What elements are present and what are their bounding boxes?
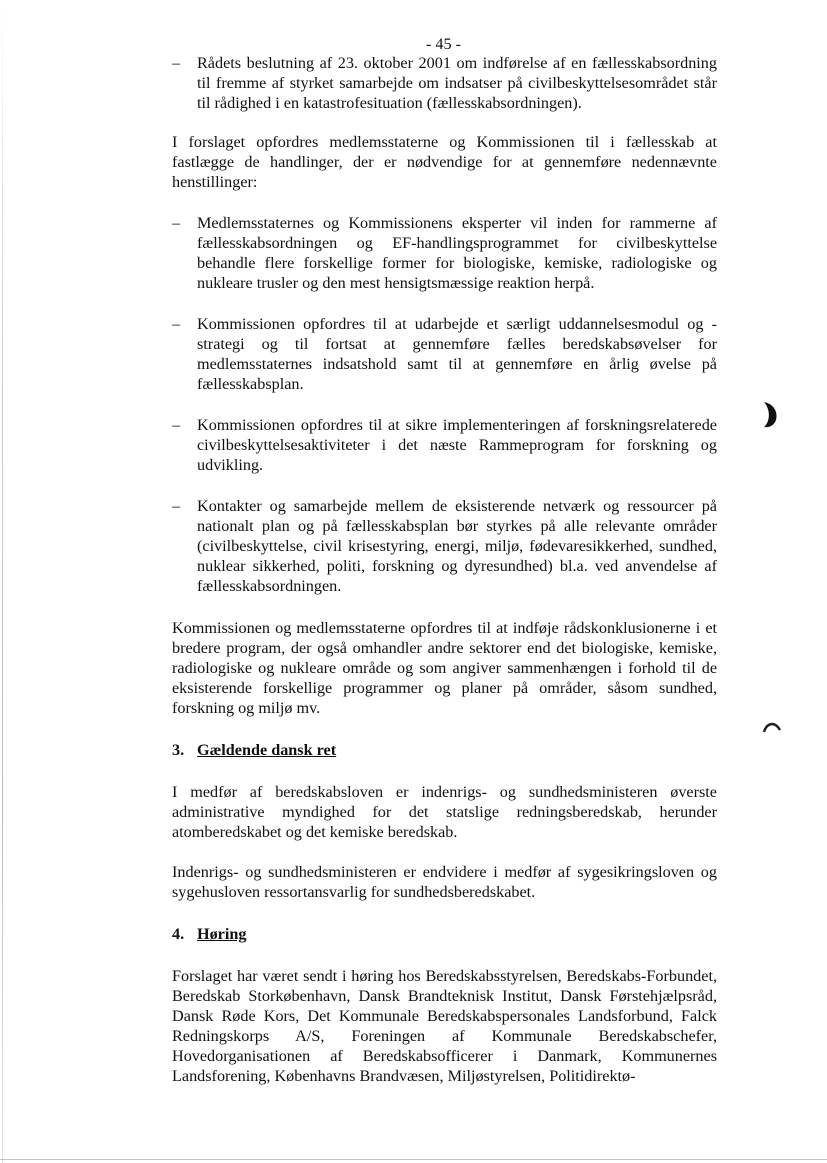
paragraph-preparedness-act: I medfør af beredskabsloven er indenrigs- og sundhedsministeren øverste administrative myndighed for det statslige redningsberedskab, herunder atomberedskabet og det kemiske beredskab.: [172, 783, 717, 841]
paragraph-commission-program: Kommissionen og medlemsstaterne opfordres til at indføje rådskonklusionerne i et bredere program, der også omhandler andre sektorer end det biologiske, kemiske, radiologiske og nukleare område og som angiver sammenhængen i forhold til de eksisterende forskellige programmer og planer på områder, såsom sundhed, forskning og miljø mv.: [172, 619, 717, 717]
section-number: 3.: [172, 741, 185, 759]
list-item-training: [172, 314, 717, 394]
section-heading-4: [172, 924, 717, 944]
list-item-text: Kontakter og samarbejde mellem de eksisterende netværk og ressourcer på nationalt plan og på fællesskabsplan bør styrkes på alle relevante områder (civilbeskyttelse, civil krisestyring, energi, miljø, fødevaresikkerhed, sundhed, nuklear sikkerhed, politi, forskning og dyresundhed) bl.a. ved anvendelse af fællesskabsordningen.: [197, 497, 717, 595]
paragraph-health-preparedness: Indenrigs- og sundhedsministeren er endvidere i medfør af sygesikringsloven og sygehusloven ressortansvarlig for sundhedsberedskabet.: [172, 863, 717, 901]
scan-edge-left: [2, 0, 3, 1163]
list-item-text: Medlemsstaternes og Kommissionens eksperter vil inden for rammerne af fællesskabsordningen og EF-handlingsprogrammet for civilbeskyttelse behandle flere forskellige former for biologiske, kemiske, radiologiske og nukleare trusler og den mest hensigtsmæssige reaktion herpå.: [197, 214, 717, 292]
section-number: 4.: [172, 925, 185, 943]
scan-edge-bottom: [0, 1159, 827, 1160]
list-item-council-decision: [172, 53, 717, 113]
dash-marker: –: [172, 497, 181, 515]
paragraph-consultation: Forslaget har været sendt i høring hos Beredskabsstyrelsen, Beredskabs-Forbundet, Beredskab Storkøbenhavn, Dansk Brandteknisk Institut, Dansk Førstehjælpsråd, Dansk Røde Kors, Det Kommunale Beredskabspersonales Landsforbund, Falck Redningskorps A/S, Foreningen af Kommunale Beredskabschefer, Hovedorganisationen af Beredskabsofficerer i Danmark, Kommunernes Landsforening, Københavns Brandvæsen, Miljøstyrelsen, Politidirektø-: [172, 967, 717, 1085]
page-number: - 45 -: [425, 35, 462, 53]
paragraph-proposal-intro: I forslaget opfordres medlemsstaterne og Kommissionen til i fællesskab at fastlægge de handlinger, der er nødvendige for at gennemføre nedennævnte henstillinger:: [172, 133, 717, 191]
list-item-experts: [172, 213, 717, 293]
section-title: Gældende dansk ret: [197, 741, 337, 759]
list-item-networks: [172, 496, 717, 596]
section-title: Høring: [197, 925, 247, 943]
section-heading-3: [172, 740, 717, 760]
list-item-text: Kommissionen opfordres til at sikre implementeringen af forskningsrelaterede civilbeskyttelsesaktiviteter i det næste Rammeprogram for forskning og udvikling.: [197, 416, 717, 474]
dash-marker: –: [172, 315, 181, 333]
list-item-research: [172, 415, 717, 475]
dash-marker: –: [172, 416, 181, 434]
punch-hole-mark-lower: [760, 718, 784, 740]
list-item-text: Rådets beslutning af 23. oktober 2001 om indførelse af en fællesskabsordning til fremme af styrket samarbejde om indsatser på civilbeskyttelsesområdet står til rådighed i en katastrofesituation (fællesskabsordningen).: [197, 54, 717, 112]
dash-marker: –: [172, 54, 181, 72]
punch-hole-mark-upper: [758, 398, 782, 430]
document-body: [172, 53, 717, 1086]
list-item-text: Kommissionen opfordres til at udarbejde et særligt uddannelsesmodul og -strategi og til fortsat at gennemføre fælles beredskabsøvelser for medlemsstaternes indsatshold samt til at gennemføre en årlig øvelse på fællesskabsplan.: [197, 315, 717, 393]
dash-marker: –: [172, 214, 181, 232]
